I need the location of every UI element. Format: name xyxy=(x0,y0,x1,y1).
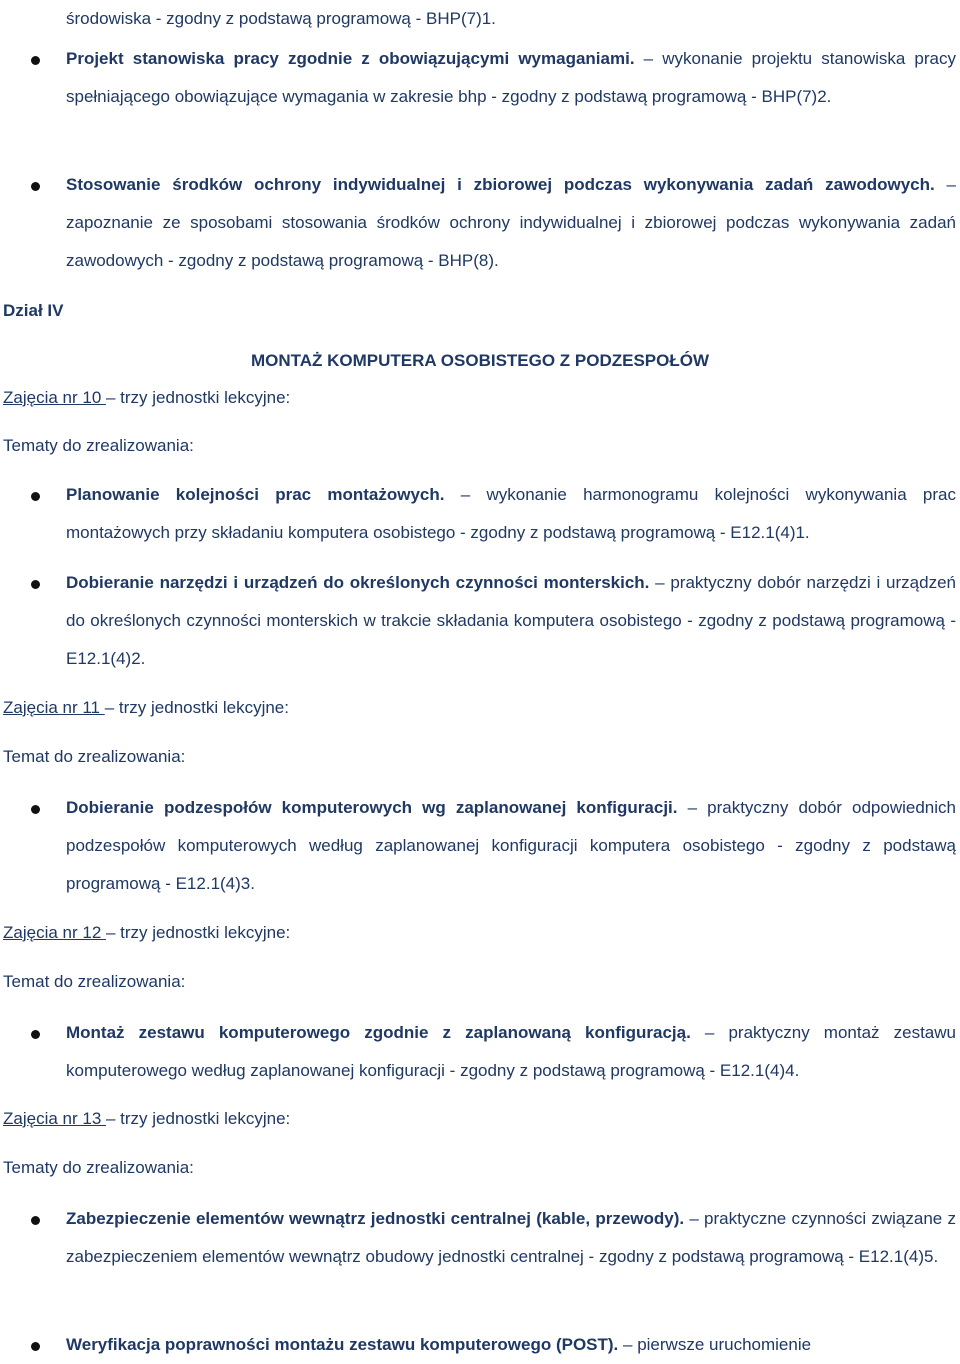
bullet-icon xyxy=(31,805,40,814)
item-title: Dobieranie narzędzi i urządzeń do określonych czynności monterskich. xyxy=(66,573,650,592)
bullet-icon xyxy=(31,492,40,501)
bullet-icon xyxy=(31,1342,40,1351)
item-title: Zabezpieczenie elementów wewnątrz jednostki centralnej (kable, przewody). xyxy=(66,1209,685,1228)
item-description: – praktyczny dobór narzędzi i urządzeń do określonych czynności monterskich w trakcie składania komputera osobistego - zgodny z podstawą programową - E12.1(4)2. xyxy=(66,573,956,668)
item-description: – wykonanie harmonogramu kolejności wykonywania prac montażowych przy składaniu komputera osobistego - zgodny z podstawą programową - E12.1(4)1. xyxy=(66,485,956,542)
lesson-duration: – trzy jednostki lekcyjne: xyxy=(106,923,291,942)
item-description: – wykonanie projektu stanowiska pracy spełniającego obowiązujące wymagania w zakresie bhp - zgodny z podstawą programową - BHP(7)2. xyxy=(66,49,957,106)
lesson-number: Zajęcia nr 13 xyxy=(3,1109,106,1128)
item-title: Planowanie kolejności prac montażowych. xyxy=(66,485,445,504)
topics-label: Temat do zrealizowania: xyxy=(3,747,186,766)
item-title: Dobieranie podzespołów komputerowych wg zaplanowanej konfiguracji. xyxy=(66,798,678,817)
bullet-icon xyxy=(31,1216,40,1225)
bullet-icon xyxy=(31,56,40,65)
item-description: – pierwsze uruchomienie xyxy=(618,1335,812,1354)
topics-label: Tematy do zrealizowania: xyxy=(3,436,194,455)
bullet-icon xyxy=(31,580,40,589)
item-description: – zapoznanie ze sposobami stosowania środków ochrony indywidualnej i zbiorowej podczas wykonywania zadań zawodowych - zgodny z podstawą programową - BHP(8). xyxy=(66,175,956,270)
topics-label: Temat do zrealizowania: xyxy=(3,972,186,991)
list-item xyxy=(66,564,956,678)
lesson-duration: – trzy jednostki lekcyjne: xyxy=(104,698,289,717)
item-description: – praktyczne czynności związane z zabezpieczeniem elementów wewnątrz obudowy jednostki centralnej - zgodny z podstawą programową - E12.1(4)5. xyxy=(66,1209,956,1266)
lesson-number: Zajęcia nr 12 xyxy=(3,923,106,942)
item-title: Stosowanie środków ochrony indywidualnej i zbiorowej podczas wykonywania zadań zawodowych. xyxy=(66,175,935,194)
section-title: MONTAŻ KOMPUTERA OSOBISTEGO Z PODZESPOŁÓW xyxy=(250,351,710,370)
item-description: – praktyczny dobór odpowiednich podzespołów komputerowych według zaplanowanej konfiguracji komputera osobistego - zgodny z podstawą programową - E12.1(4)3. xyxy=(66,798,956,893)
item-title: Projekt stanowiska pracy zgodnie z obowiązującymi wymaganiami. xyxy=(66,49,635,68)
lesson-heading xyxy=(0,379,960,417)
continuation-text: środowiska - zgodny z podstawą programową - BHP(7)1. xyxy=(66,9,496,28)
list-item xyxy=(66,166,956,280)
lesson-heading xyxy=(0,689,960,727)
item-title: Montaż zestawu komputerowego zgodnie z zaplanowaną konfiguracją. xyxy=(66,1023,691,1042)
list-item xyxy=(66,789,956,903)
bullet-icon xyxy=(31,182,40,191)
list-item xyxy=(66,476,956,552)
list-item xyxy=(66,1200,956,1276)
item-title: Weryfikacja poprawności montażu zestawu komputerowego (POST). xyxy=(66,1335,619,1354)
lesson-heading xyxy=(0,1100,960,1138)
section-label: Dział IV xyxy=(3,301,64,320)
list-item xyxy=(66,40,956,116)
lesson-number: Zajęcia nr 10 xyxy=(3,388,106,407)
lesson-duration: – trzy jednostki lekcyjne: xyxy=(106,1109,291,1128)
bullet-icon xyxy=(31,1030,40,1039)
list-item xyxy=(66,1326,956,1364)
lesson-number: Zajęcia nr 11 xyxy=(3,698,105,717)
topics-label: Tematy do zrealizowania: xyxy=(3,1158,194,1177)
item-description: – praktyczny montaż zestawu komputerowego według zaplanowanej konfiguracji - zgodny z podstawą programową - E12.1(4)4. xyxy=(66,1023,956,1080)
lesson-heading xyxy=(0,914,960,952)
list-item xyxy=(66,1014,956,1090)
lesson-duration: – trzy jednostki lekcyjne: xyxy=(106,388,291,407)
